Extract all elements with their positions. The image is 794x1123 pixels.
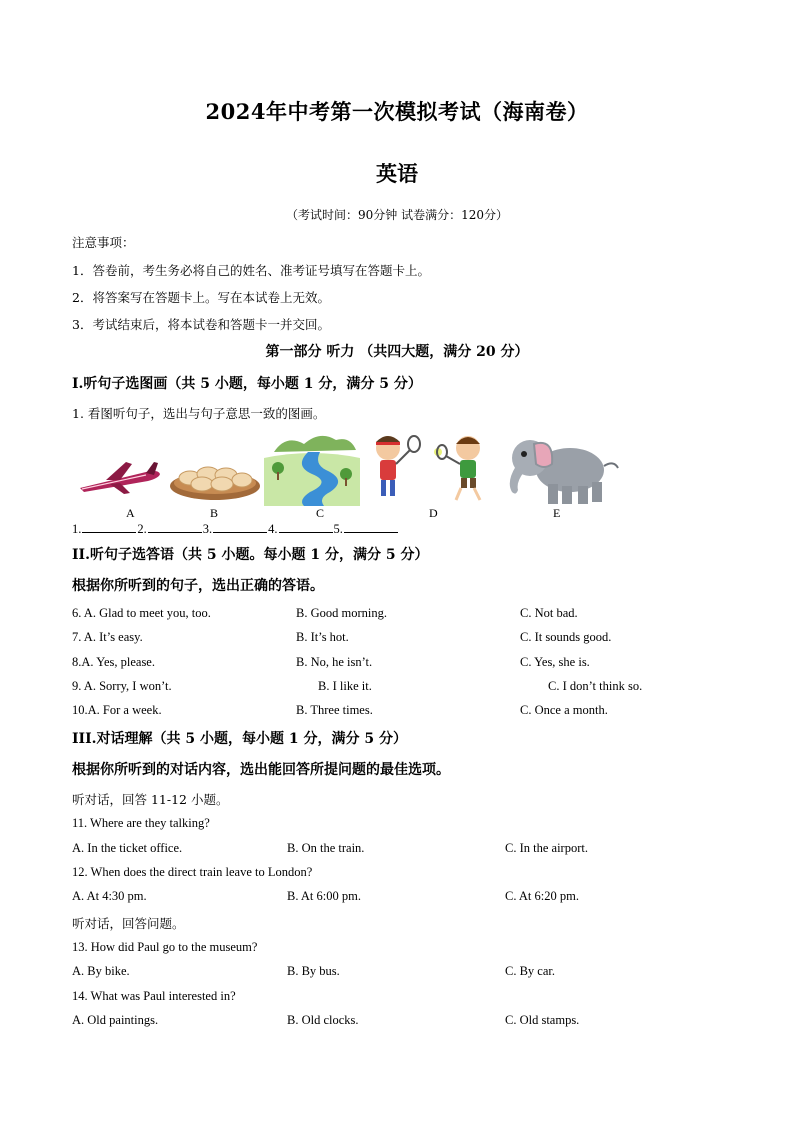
- notice-heading: 注意事项：: [72, 235, 135, 250]
- river-landscape-icon: [264, 430, 360, 506]
- blank-number: 3.: [202, 522, 213, 536]
- picture-label-c: C: [316, 506, 325, 520]
- option-a: 6. A. Glad to meet you, too.: [72, 606, 211, 620]
- section1-instruction: 1. 看图听句子，选出与句子意思一致的图画。: [72, 406, 326, 421]
- option-c: C. In the airport.: [505, 841, 588, 855]
- notice-item: 1．答卷前，考生务必将自己的姓名、准考证号填写在答题卡上。: [72, 263, 430, 278]
- picture-label-a: A: [126, 506, 135, 520]
- notice-item: 3．考试结束后，将本试卷和答题卡一并交回。: [72, 317, 330, 332]
- option-c: C. At 6:20 pm.: [505, 889, 579, 903]
- answer-blank[interactable]: [344, 520, 398, 533]
- option-c: C. It sounds good.: [520, 630, 612, 644]
- section1-heading: I.听句子选图画（共 5 小题，每小题 1 分，满分 5 分）: [72, 376, 422, 392]
- option-a: A. In the ticket office.: [72, 841, 183, 855]
- dumplings-icon: [168, 456, 262, 502]
- option-b: B. It’s hot.: [296, 630, 349, 644]
- picture-label-b: B: [210, 506, 219, 520]
- subject-title: 英语: [376, 161, 418, 186]
- option-a: A. Old paintings.: [72, 1013, 159, 1027]
- option-a: 10.A. For a week.: [72, 703, 162, 717]
- airplane-icon: [76, 458, 162, 498]
- picture-label-d: D: [429, 506, 438, 520]
- option-c: C. Once a month.: [520, 703, 608, 717]
- exam-title: 2024年中考第一次模拟考试（海南卷）: [205, 99, 589, 124]
- option-b: B. No, he isn’t.: [296, 655, 373, 669]
- answer-blank[interactable]: [213, 520, 267, 533]
- elephant-icon: [500, 430, 622, 506]
- answer-blank[interactable]: [279, 520, 333, 533]
- section3-heading: III.对话理解（共 5 小题，每小题 1 分，满分 5 分）: [72, 731, 407, 747]
- dialogue-group-heading: 听对话，回答 11-12 小题。: [72, 792, 229, 807]
- option-a: 8.A. Yes, please.: [72, 655, 155, 669]
- answer-blank[interactable]: [82, 520, 136, 533]
- section2-heading: II.听句子选答语（共 5 小题。每小题 1 分，满分 5 分）: [72, 547, 429, 563]
- dialogue-group-heading: 听对话，回答问题。: [72, 916, 185, 931]
- picture-label-e: E: [553, 506, 561, 520]
- question-stem: 11. Where are they talking?: [72, 816, 210, 830]
- option-c: C. I don’t think so.: [548, 679, 643, 693]
- option-b: B. Good morning.: [296, 606, 387, 620]
- option-b: B. Three times.: [296, 703, 373, 717]
- blank-number: 2.: [137, 522, 147, 536]
- option-a: A. By bike.: [72, 964, 130, 978]
- exam-info: （考试时间：90分钟 试卷满分：120分）: [286, 208, 508, 222]
- answer-blanks-row: [72, 520, 399, 537]
- question-stem: 12. When does the direct train leave to London?: [72, 865, 313, 879]
- option-c: C. Not bad.: [520, 606, 578, 620]
- option-c: C. Yes, she is.: [520, 655, 590, 669]
- blank-number: 4.: [268, 522, 278, 536]
- notice-item: 2．将答案写在答题卡上。写在本试卷上无效。: [72, 290, 330, 305]
- option-c: C. Old stamps.: [505, 1013, 580, 1027]
- badminton-kids-icon: [366, 432, 494, 504]
- option-a: 9. A. Sorry, I won’t.: [72, 679, 172, 693]
- option-b: B. On the train.: [287, 841, 365, 855]
- option-a: 7. A. It’s easy.: [72, 630, 143, 644]
- option-b: B. At 6:00 pm.: [287, 889, 361, 903]
- question-stem: 14. What was Paul interested in?: [72, 989, 236, 1003]
- option-b: B. I like it.: [318, 679, 372, 693]
- blank-number: 1.: [72, 522, 82, 536]
- section2-instruction: 根据你所听到的句子，选出正确的答语。: [72, 578, 324, 594]
- option-a: A. At 4:30 pm.: [72, 889, 147, 903]
- part1-heading: 第一部分 听力 （共四大题，满分 20 分）: [265, 344, 529, 360]
- option-b: B. Old clocks.: [287, 1013, 359, 1027]
- blank-number: 5.: [333, 522, 343, 536]
- option-c: C. By car.: [505, 964, 555, 978]
- section3-instruction: 根据你所听到的对话内容，选出能回答所提问题的最佳选项。: [72, 762, 450, 778]
- question-stem: 13. How did Paul go to the museum?: [72, 940, 258, 954]
- option-b: B. By bus.: [287, 964, 340, 978]
- answer-blank[interactable]: [148, 520, 202, 533]
